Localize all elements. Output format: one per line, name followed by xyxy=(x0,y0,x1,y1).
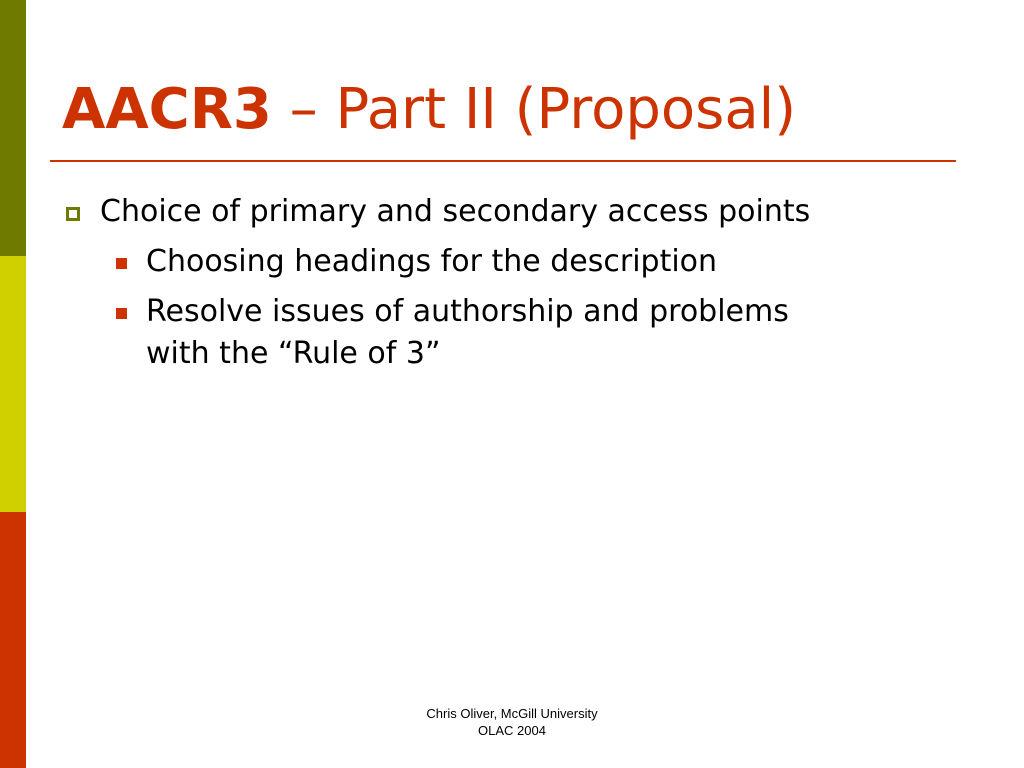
side-bar-olive xyxy=(0,0,26,256)
bullet-level2-text: Choosing headings for the description xyxy=(146,244,718,279)
bullet-level1-text: Choice of primary and secondary access points xyxy=(100,194,811,229)
filled-square-bullet-icon xyxy=(116,258,127,269)
hollow-square-bullet-icon xyxy=(66,207,80,221)
filled-square-bullet-icon xyxy=(116,308,127,319)
slide-title-rest: – Part II (Proposal) xyxy=(271,77,797,142)
footer-author: Chris Oliver, McGill University xyxy=(426,706,598,721)
side-bar-yellow xyxy=(0,256,26,512)
bullet-level2-continuation-text: with the “Rule of 3” xyxy=(146,336,441,371)
slide-title-bold: AACR3 xyxy=(62,77,272,142)
title-divider xyxy=(50,160,956,162)
side-bar-red xyxy=(0,512,26,768)
footer-event: OLAC 2004 xyxy=(478,723,546,738)
slide-title xyxy=(62,78,796,142)
slide-footer xyxy=(380,705,644,739)
bullet-level2-text: Resolve issues of authorship and problems xyxy=(146,294,789,329)
